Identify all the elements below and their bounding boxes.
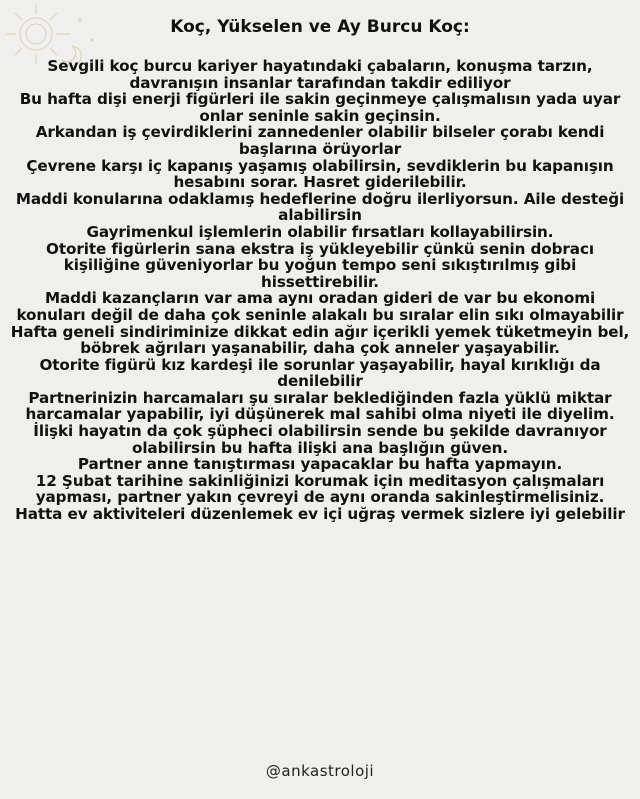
paragraph: İlişki hayatın da çok şüpheci olabilirsin sende bu şekilde davranıyor olabilirsin bu hafta ilişki ana başlığın güven. <box>33 422 607 457</box>
horoscope-body <box>8 58 632 523</box>
paragraph: Arkandan iş çevirdiklerini zannedenler olabilir bilseler çorabı kendi başlarına örüyorlar <box>35 123 605 158</box>
paragraph: Çevrene karşı iç kapanış yaşamış olabilirsin, sevdiklerin bu kapanışın hesabını sorar. Hasret giderilebilir. <box>26 156 614 192</box>
paragraph: Partner anne tanıştırması yapacaklar bu hafta yapmayın. <box>77 455 563 474</box>
paragraph: Otorite figürü kız kardeşi ile sorunlar yaşayabilir, hayal kırıklığı da denilebilir <box>39 355 601 391</box>
paragraph: Gayrimenkul işlemlerin olabilir fırsatları kollayabilirsin. <box>86 222 554 241</box>
paragraph: Maddi kazançların var ama aynı oradan gideri de var bu ekonomi konuları değil de daha çok seninle alakalı bu sıralar elin sıkı olmayabilir <box>16 289 624 324</box>
paragraph: Otorite figürlerin sana ekstra iş yükleyebilir çünkü senin dobracı kişiliğine güveniyorlar bu yoğun tempo seni sıkıştırılmış gibi hissettirebilir. <box>46 239 594 291</box>
page-title: Koç, Yükselen ve Ay Burcu Koç: <box>170 17 470 37</box>
paragraph: 12 Şubat tarihine sakinliğinizi korumak için meditasyon çalışmaları yapması, partner yakın çevreyi de aynı oranda sakinleştirmelisiniz. <box>35 471 605 507</box>
paragraph: Maddi konularına odaklamış hedeflerine doğru ilerliyorsun. Aile desteği alabilirsin <box>15 189 625 225</box>
paragraph: Partnerinizin harcamaları şu sıralar beklediğinden fazla yüklü miktar harcamalar yapabilir, iyi düşünerek mal sahibi olma niyeti ile diyelim. <box>25 388 615 424</box>
author-handle: @ankastroloji <box>265 762 375 780</box>
paragraph: Sevgili koç burcu kariyer hayatındaki çabaların, konuşma tarzın, davranışın insanlar tarafından takdir ediliyor <box>47 57 593 92</box>
paragraph: Hatta ev aktiviteleri düzenlemek ev içi uğraş vermek sizlere iyi gelebilir <box>15 505 625 524</box>
paragraph: Hafta geneli sindiriminize dikkat edin ağır içerikli yemek tüketmeyin bel, böbrek ağrıları yaşanabilir, daha çok anneler yaşayabilir. <box>10 322 630 358</box>
paragraph: Bu hafta dişi enerji figürleri ile sakin geçinmeye çalışmalısın yada uyar onlar seninle sakin geçinsin. <box>19 90 621 125</box>
